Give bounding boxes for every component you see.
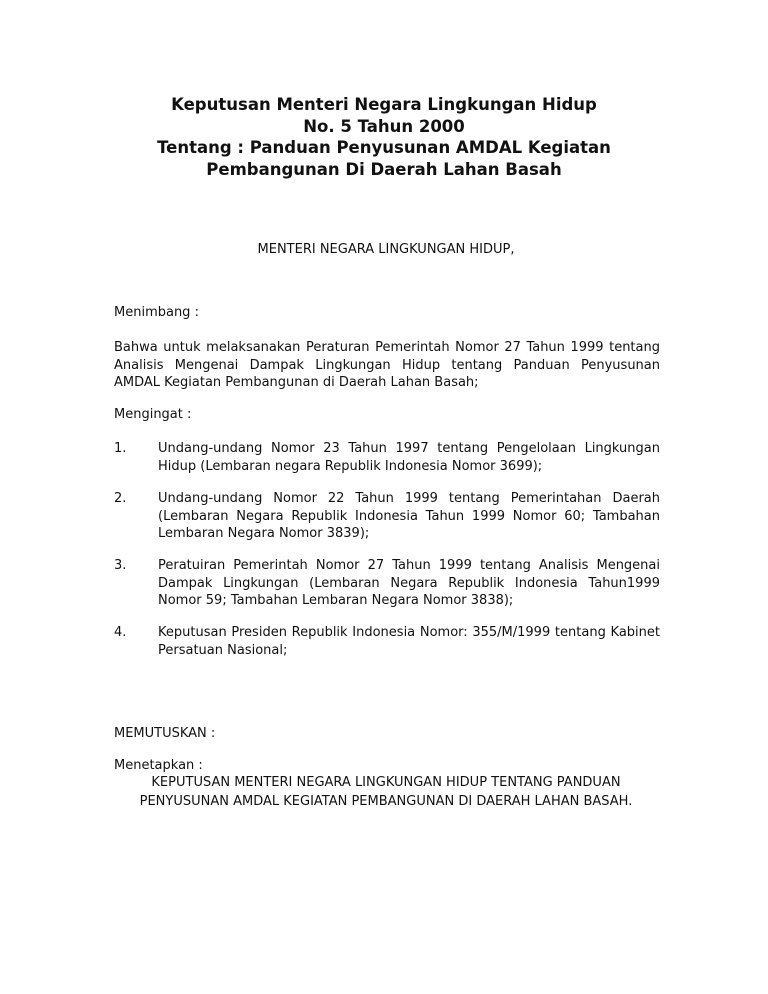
list-item-text: Undang-undang Nomor 22 Tahun 1999 tentang Pemerintahan Daerah (Lembaran Negara Republik Indonesia Tahun 1999 Nomor 60; Tambahan Lembaran Negara Nomor 3839); (158, 491, 660, 541)
title-line-4: Pembangunan Di Daerah Lahan Basah (206, 159, 562, 179)
title-line-2: No. 5 Tahun 2000 (303, 116, 465, 136)
menimbang-text: Bahwa untuk melaksanakan Peraturan Pemerintah Nomor 27 Tahun 1999 tentang Analisis Mengenai Dampak Lingkungan Hidup tentang Panduan Penyusunan AMDAL Kegiatan Pembangunan di Daerah Lahan Basah; (114, 340, 660, 390)
title-line-3: Tentang : Panduan Penyusunan AMDAL Kegiatan (157, 138, 611, 157)
menetapkan-label: Menetapkan : (114, 758, 203, 773)
list-item-number: 3. (114, 558, 127, 573)
list-item-number: 1. (114, 441, 127, 456)
list-item (114, 440, 660, 475)
mengingat-label: Mengingat : (114, 407, 192, 422)
list-item (114, 624, 660, 659)
decision-text (100, 773, 672, 811)
minister-heading: MENTERI NEGARA LINGKUNGAN HIDUP, (257, 242, 515, 257)
list-item-number: 2. (114, 491, 127, 506)
list-item-text: Peratuiran Pemerintah Nomor 27 Tahun 1999 tentang Analisis Mengenai Dampak Lingkungan (Lembaran Negara Republik Indonesia Tahun1999 Nomor 59; Tambahan Lembaran Negara Nomor 3838); (158, 558, 660, 608)
document-title (100, 94, 668, 180)
list-item-number: 4. (114, 625, 127, 640)
list-item (114, 557, 660, 610)
list-item (114, 490, 660, 543)
menimbang-label: Menimbang : (114, 305, 199, 320)
list-item-text: Keputusan Presiden Republik Indonesia Nomor: 355/M/1999 tentang Kabinet Persatuan Nasional; (158, 625, 660, 658)
decision-line-2: PENYUSUNAN AMDAL KEGIATAN PEMBANGUNAN DI DAERAH LAHAN BASAH. (139, 794, 633, 809)
list-item-text: Undang-undang Nomor 23 Tahun 1997 tentang Pengelolaan Lingkungan Hidup (Lembaran negara Republik Indonesia Nomor 3699); (158, 441, 660, 474)
title-line-1: Keputusan Menteri Negara Lingkungan Hidup (171, 95, 597, 114)
memutuskan-label: MEMUTUSKAN : (114, 726, 216, 741)
decision-line-1: KEPUTUSAN MENTERI NEGARA LINGKUNGAN HIDUP TENTANG PANDUAN (151, 775, 621, 790)
